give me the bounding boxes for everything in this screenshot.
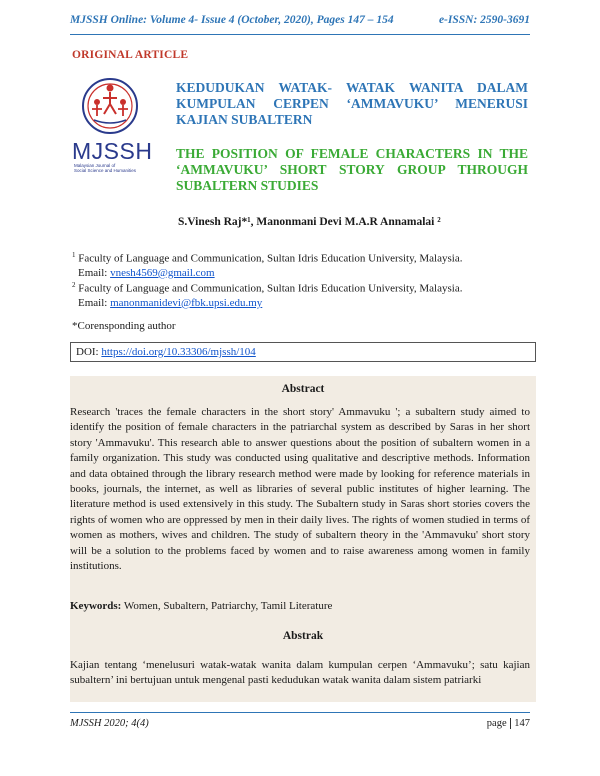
- logo-text: MJSSH: [72, 138, 153, 164]
- abstract-heading: Abstract: [281, 383, 325, 395]
- doi-label: DOI:: [76, 346, 99, 358]
- footer-page: page 147: [486, 718, 530, 729]
- keywords: Keywords: Women, Subaltern, Patriarchy, Tamil Literature: [70, 600, 333, 612]
- journal-header: MJSSH Online: Volume 4- Issue 4 (October, 2020), Pages 147 – 154: [70, 14, 394, 26]
- footer-divider: [70, 712, 530, 713]
- affiliation-1: $^1$ Faculty of Language and Communication, Sultan Idris Education University, Malaysia. Email: vnesh4569@gmail.com: [72, 251, 463, 279]
- corresponding-author-note: *Corensponding author: [72, 320, 176, 332]
- email-link-2[interactable]: manonmanidevi@fbk.upsi.edu.my: [110, 296, 263, 309]
- issn-header: e-ISSN: 2590-3691: [438, 14, 530, 26]
- page-number: 147: [510, 718, 530, 729]
- doi-box: [70, 342, 536, 362]
- journal-logo: [72, 74, 162, 172]
- logo-subtitle: Malaysian Journal of Social Science and Humanities: [74, 163, 137, 173]
- authors: S.Vinesh Raj*¹, Manonmani Devi M.A.R Annamalai ²: [178, 216, 441, 228]
- abstract-text: Research 'traces the female characters in the short story' Ammavuku '; a subaltern study aimed to identify the position of female characters in the patriarchal system as described by Saras in her short story 'Ammavuku'. This research able to answer questions about the position of subaltern women in a family organization. This study was conducted using qualitative and descriptive methods. Information and data obtained through the library research method were made by looking for reference materials in books, journals, the internet, as well as libraries of several public institutes of higher learning. The literature method is used extensively in this study. The Subaltern study in Saras short stories covers the rights of women who are oppressed by men in their daily lives. The rights of women studied in terms of women as mothers, wives and children. The study of subaltern theory in the 'Ammavuku' short story will be a solution to the problems faced by women and to raise awareness among women in family institutions.: [70, 406, 530, 573]
- footer-citation: MJSSH 2020; 4(4): [70, 718, 149, 729]
- affiliation-2: $^2$ Faculty of Language and Communication, Sultan Idris Education University, Malaysia. Email: manonmanidevi@fbk.upsi.edu.my: [72, 281, 463, 309]
- abstrak-heading: Abstrak: [282, 630, 324, 642]
- email-link-1[interactable]: vnesh4569@gmail.com: [110, 266, 215, 279]
- header-divider: [70, 34, 530, 35]
- article-type-label: ORIGINAL ARTICLE: [72, 49, 189, 61]
- doi-link[interactable]: https://doi.org/10.33306/mjssh/104: [101, 346, 256, 358]
- abstrak-text: Kajian tentang ‘menelusuri watak-watak wanita dalam kumpulan cerpen ‘Ammavuku’; satu kajian subaltern’ ini bertujuan untuk mengenal pasti kedudukan watak wanita dalam sistem patriarki: [70, 659, 530, 687]
- title-malay: KEDUDUKAN WATAK- WATAK WANITA DALAM KUMPULAN CERPEN ‘AMMAVUKU’ MENERUSI KAJIAN SUBALTERN: [176, 80, 528, 127]
- title-english: THE POSITION OF FEMALE CHARACTERS IN THE ‘AMMAVUKU’ SHORT STORY GROUP THROUGH SUBALTERN STUDIES: [176, 146, 528, 193]
